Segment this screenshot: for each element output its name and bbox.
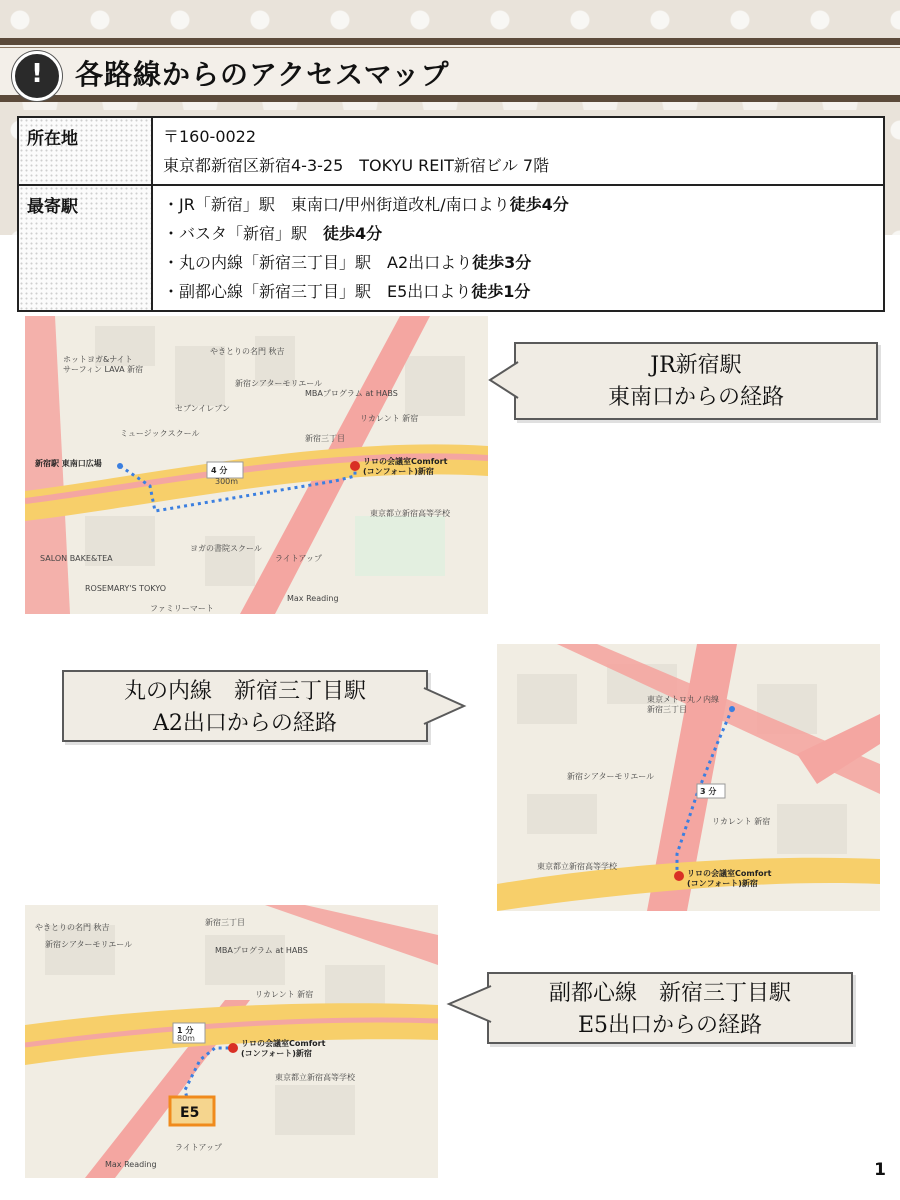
svg-text:リロの会議室Comfort: リロの会議室Comfort bbox=[687, 869, 772, 878]
station-item-fukutoshin: ・副都心線「新宿三丁目」駅 E5出口より徒歩1分 bbox=[163, 282, 531, 301]
callout-marunouchi-line1: 丸の内線 新宿三丁目駅 bbox=[123, 679, 366, 704]
address-label: 所在地 bbox=[18, 117, 152, 185]
callout-fukutoshin-line1: 副都心線 新宿三丁目駅 bbox=[548, 981, 791, 1006]
address-row bbox=[18, 117, 884, 185]
page-header bbox=[0, 38, 900, 102]
svg-text:新宿シアターモリエール: 新宿シアターモリエール bbox=[235, 379, 323, 388]
svg-text:リカレント 新宿: リカレント 新宿 bbox=[712, 817, 771, 826]
svg-text:ホットヨガ&ナイト: ホットヨガ&ナイト bbox=[63, 355, 133, 364]
svg-text:1 分: 1 分 bbox=[177, 1026, 194, 1035]
map-marunouchi bbox=[497, 644, 880, 911]
street-address: 東京都新宿区新宿4-3-25 TOKYU REIT新宿ビル 7階 bbox=[163, 156, 550, 175]
callout-pointer-right bbox=[424, 686, 466, 726]
map-fukutoshin-graphic bbox=[25, 905, 438, 1178]
svg-text:Max Reading: Max Reading bbox=[287, 594, 339, 603]
callout-marunouchi-line2: A2出口からの経路 bbox=[153, 711, 337, 736]
nearest-station-row bbox=[18, 185, 884, 311]
svg-text:リカレント 新宿: リカレント 新宿 bbox=[255, 990, 314, 999]
svg-text:ROSEMARY'S TOKYO: ROSEMARY'S TOKYO bbox=[85, 584, 167, 593]
station-list bbox=[152, 185, 884, 311]
svg-text:サーフィン LAVA 新宿: サーフィン LAVA 新宿 bbox=[63, 365, 144, 374]
exit-e5-label: E5 bbox=[180, 1105, 200, 1121]
svg-text:新宿三丁目: 新宿三丁目 bbox=[647, 705, 687, 714]
svg-text:MBAプログラム at HABS: MBAプログラム at HABS bbox=[215, 946, 308, 955]
svg-text:東京都立新宿高等学校: 東京都立新宿高等学校 bbox=[275, 1073, 355, 1082]
svg-text:リロの会議室Comfort: リロの会議室Comfort bbox=[241, 1039, 326, 1048]
svg-text:東京メトロ丸ノ内線: 東京メトロ丸ノ内線 bbox=[647, 695, 719, 704]
postal-code: 〒160-0022 bbox=[163, 127, 257, 146]
callout-pointer-left bbox=[447, 984, 491, 1024]
svg-text:ヨガの書院スクール: ヨガの書院スクール bbox=[190, 544, 262, 553]
svg-text:3 分: 3 分 bbox=[700, 787, 717, 796]
svg-text:ライトアップ: ライトアップ bbox=[275, 554, 322, 563]
svg-text:4 分: 4 分 bbox=[211, 466, 228, 475]
svg-text:ミュージックスクール: ミュージックスクール bbox=[120, 429, 200, 438]
page-title: 各路線からのアクセスマップ bbox=[75, 58, 450, 91]
callout-fukutoshin-line2: E5出口からの経路 bbox=[577, 1013, 763, 1038]
svg-text:リロの会議室Comfort: リロの会議室Comfort bbox=[363, 457, 448, 466]
svg-text:リカレント 新宿: リカレント 新宿 bbox=[360, 414, 419, 423]
svg-text:東京都立新宿高等学校: 東京都立新宿高等学校 bbox=[370, 509, 450, 518]
svg-text:(コンフォート)新宿: (コンフォート)新宿 bbox=[241, 1049, 312, 1058]
svg-text:新宿駅 東南口広場: 新宿駅 東南口広場 bbox=[35, 459, 102, 468]
svg-text:ファミリーマート: ファミリーマート bbox=[150, 604, 214, 613]
callout-pointer-left bbox=[488, 360, 518, 400]
map-fukutoshin bbox=[25, 905, 438, 1178]
svg-text:SALON BAKE&TEA: SALON BAKE&TEA bbox=[40, 554, 113, 563]
callout-fukutoshin bbox=[487, 972, 853, 1044]
svg-text:Max Reading: Max Reading bbox=[105, 1160, 157, 1169]
svg-text:300m: 300m bbox=[215, 477, 239, 486]
exclamation-icon: ! bbox=[12, 51, 62, 101]
map-jr-graphic bbox=[25, 316, 488, 614]
svg-text:新宿シアターモリエール: 新宿シアターモリエール bbox=[45, 940, 133, 949]
svg-text:80m: 80m bbox=[177, 1034, 195, 1043]
map-jr-shinjuku bbox=[25, 316, 488, 614]
svg-text:やきとりの名門 秋吉: やきとりの名門 秋吉 bbox=[210, 347, 285, 356]
access-info-table bbox=[17, 116, 885, 312]
callout-jr-line1: JR新宿駅 bbox=[650, 353, 742, 378]
header-inner-line bbox=[0, 47, 900, 48]
callout-jr bbox=[514, 342, 878, 420]
svg-text:ライトアップ: ライトアップ bbox=[175, 1143, 222, 1152]
station-item-busta: ・バスタ「新宿」駅 徒歩4分 bbox=[163, 224, 383, 243]
svg-text:(コンフォート)新宿: (コンフォート)新宿 bbox=[687, 879, 758, 888]
station-item-jr: ・JR「新宿」駅 東南口/甲州街道改札/南口より徒歩4分 bbox=[163, 195, 569, 214]
callout-jr-line2: 東南口からの経路 bbox=[607, 385, 784, 410]
svg-text:新宿三丁目: 新宿三丁目 bbox=[205, 918, 245, 927]
svg-text:新宿シアターモリエール: 新宿シアターモリエール bbox=[567, 772, 655, 781]
svg-text:東京都立新宿高等学校: 東京都立新宿高等学校 bbox=[537, 862, 617, 871]
callout-marunouchi bbox=[62, 670, 428, 742]
map-marunouchi-graphic bbox=[497, 644, 880, 911]
page-number: 1 bbox=[874, 1160, 886, 1180]
svg-text:MBAプログラム at HABS: MBAプログラム at HABS bbox=[305, 389, 398, 398]
address-value bbox=[152, 117, 884, 185]
svg-text:セブンイレブン: セブンイレブン bbox=[175, 404, 230, 413]
svg-text:やきとりの名門 秋吉: やきとりの名門 秋吉 bbox=[35, 923, 110, 932]
svg-text:(コンフォート)新宿: (コンフォート)新宿 bbox=[363, 467, 434, 476]
station-item-marunouchi: ・丸の内線「新宿三丁目」駅 A2出口より徒歩3分 bbox=[163, 253, 532, 272]
svg-text:新宿三丁目: 新宿三丁目 bbox=[305, 434, 345, 443]
nearest-station-label: 最寄駅 bbox=[18, 185, 152, 311]
